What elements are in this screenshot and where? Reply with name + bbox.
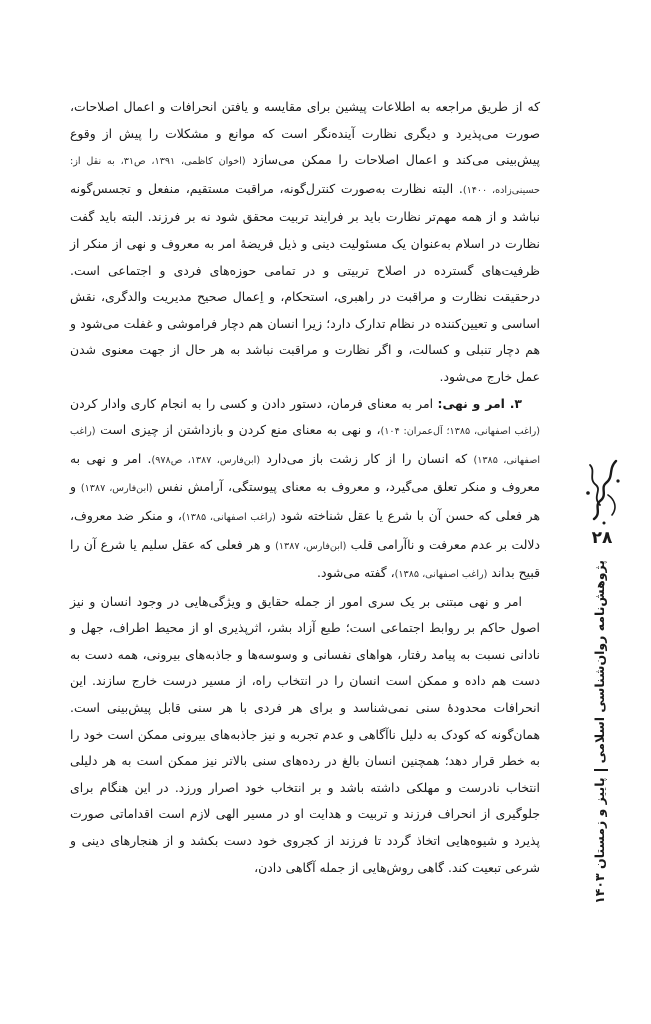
citation: (راغب اصفهانی، ۱۳۸۵) (394, 569, 488, 581)
citation: (اخوان کاظمی، ۱۳۹۱، ص۳۱، به نقل از: حسینی‌زاده، ۱۴۰۰) (70, 156, 540, 196)
paragraph-text: که از طریق مراجعه به اطلاعات پیشین برای مقایسه و یافتن انحرافات و اعمال اصلاحات، صورت می‌پذیرد و دیگری نظارت آینده‌نگر است که موانع و مشکلات را پیش از وقوع پیش‌بینی می‌کند و اعمال اصلاحات را ممکن می‌سازد (70, 99, 540, 168)
running-header-text (592, 560, 608, 904)
paragraph-text: امر و نهی مبتنی بر یک سری امور از جمله حقایق و ویژگی‌هایی در وجود انسان و نیز اصول حاکم بر روابط اجتماعی است؛ طبع آزاد بشر، اثرپذیری او از محیط اطراف، جهل و نادانی نسبت به پیامد رفتار، هواهای نفسانی و وسوسه‌ها و جاذبه‌های بیرونی، همه دست به دست هم داده و ممکن است انسان را در انتخاب راه، از مسیر درست خارج سازند. این انحرافات محدودهٔ سنی نمی‌شناسد و برای هر فردی با هر سنی قابل پیش‌بینی است. همان‌گونه که کودک به دلیل ناآگاهی و عدم تجربه و نیز جاذبه‌های بیرونی ممکن است خود را به خطر قرار دهد؛ همچنین انسان بالغ در رده‌های سنی بالاتر نیز ممکن است به هر دلیلی انتخاب نادرست و مهلکی داشته باشد و بر انتخاب خود اصرار ورزد. در این هنگام برای جلوگیری از انحراف فرزند و تربیت و هدایت او در مسیر الهی لازم است اقداماتی صورت پذیرد و شیوه‌هایی اتخاذ گردد تا فرزند از کجروی خود دست بکشد و از هنجارهای دینی و شرعی تبعیت کند. گاهی روش‌هایی از جمله آگاهی دادن، (70, 593, 540, 875)
section-heading: ۳. امر و نهی: (437, 395, 522, 411)
body-text (70, 94, 540, 881)
calligraphy-logo-icon (578, 455, 626, 527)
paragraph-text: ، و منکر ضد معروف، دلالت بر عدم معرفت و ناآرامی قلب (70, 507, 540, 552)
paragraph-amr-nahy-basis (70, 589, 540, 882)
citation: (ابن‌فارس، ۱۳۸۷) (275, 540, 347, 552)
paragraph-amr-nahy-definition (70, 391, 540, 589)
paragraph-text: ، و نهی به معنای منع کردن و بازداشتن از چیزی است (95, 422, 381, 438)
citation: (ابن‌فارس، ۱۳۸۷، ص۹۷۸) (151, 454, 261, 466)
journal-logo (578, 455, 626, 527)
citation: (راغب اصفهانی، ۱۳۸۵) (70, 426, 541, 466)
paragraph-text: که انسان را از کار زشت باز می‌دارد (260, 450, 474, 466)
paragraph-text: ، گفته می‌شود. (317, 565, 395, 581)
page-number: ۲۸ (591, 528, 613, 548)
paragraph-text: و هر فعلی که عقل سلیم یا شرع آن را قبیح بداند (70, 536, 540, 581)
paragraph-text: . البته نظارت به‌صورت کنترل‌گونه، مراقبت مستقیم، منفعل و تجسس‌گونه نباشد و از همه مهم‌تر نظارت باید بر فرایند تربیت محقق شود نه بر فرزند. البته باید گفت نظارت در اسلام به‌عنوان یک مسئولیت دینی و ذیل فریضهٔ امر به معروف و نهی از منکر از ظرفیت‌های گسترده در اصلاح تربیتی و در تمامی حوزه‌های فردی و اجتماعی است. درحقیقت نظارت و مراقبت در راهبری، استحکام، و اِعمال صحیح مدیریت والدگری، نقش اساسی و تعیین‌کننده در نظام تدارک دارد؛ زیرا انسان هم دچار فراموشی و غفلت می‌شود و هم دچار تنبلی و کسالت، و اگر نظارت و مراقبت نباشد به هر حال از جهت معنوی شدن عمل خارج می‌شود. (70, 180, 540, 384)
citation: (راغب اصفهانی، ۱۳۸۵) (181, 511, 276, 523)
citation: (ابن‌فارس، ۱۳۸۷) (80, 483, 153, 495)
header-separator (594, 769, 608, 771)
issue-date: پاییز و زمستان ۱۴۰۳ (592, 777, 607, 904)
paragraph-text: . امر و نهی به معروف و منکر تعلق می‌گیرد، و معروف به معنای پیوستگی، آرامش نفس (70, 450, 540, 495)
citation: (راغب اصفهانی، ۱۳۸۵؛ آل‌عمران: ۱۰۴) (380, 426, 541, 438)
paragraph-supervision (70, 94, 540, 391)
journal-title: پژوهش‌نامه روان‌شناسی اسلامی (592, 560, 607, 764)
paragraph-text: و هر فعلی که حسن آن با شرع یا عقل شناخته شود (70, 479, 540, 523)
paragraph-text: امر به معنای فرمان، دستور دادن و کسی را به انجام کاری وادار کردن (70, 395, 438, 411)
